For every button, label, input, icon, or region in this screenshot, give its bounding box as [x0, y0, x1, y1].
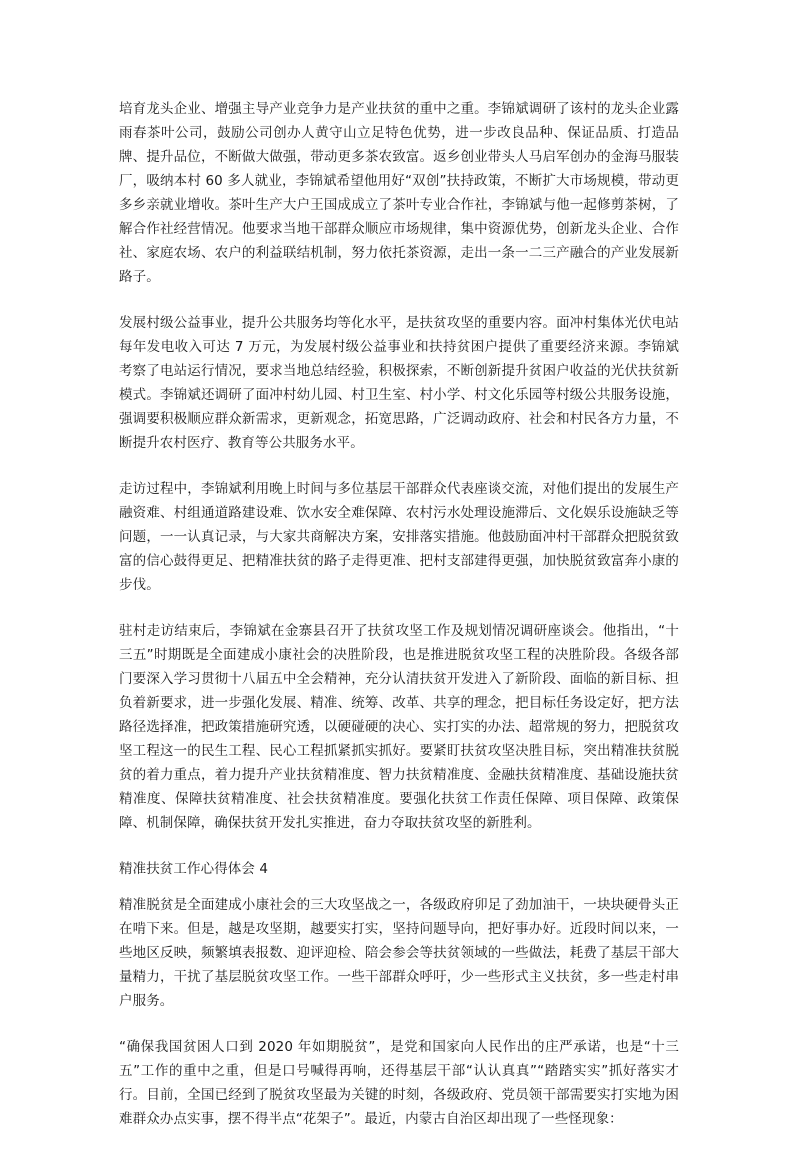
document-page	[119, 97, 679, 1153]
paragraph-village-visit: 走访过程中，李锦斌利用晚上时间与多位基层干部群众代表座谈交流，对他们提出的发展生产融资难、村组通道路建设难、饮水安全难保障、农村污水处理设施滞后、文化娱乐设施缺乏等问题，一一认真记录，与大家共商解决方案，安排落实措施。他鼓励面冲村干部群众把脱贫致富的信心鼓得更足、把精准扶贫的路子走得更准、把村支部建得更强，加快脱贫致富奔小康的步伐。	[119, 481, 679, 593]
paragraph-leading-enterprises: 培育龙头企业、增强主导产业竞争力是产业扶贫的重中之重。李锦斌调研了该村的龙头企业露雨春茶叶公司，鼓励公司创办人黄守山立足特色优势，进一步改良品种、保证品质、打造品牌、提升品位，不断做大做强，带动更多茶农致富。返乡创业带头人马启军创办的金海马服装厂，吸纳本村 60 多人就业，李锦斌希望他用好“双创”扶持政策，不断扩大市场规模，带动更多乡亲就业增收。茶叶生产大户王国成成立了茶叶专业合作社，李锦斌与他一起修剪茶树，了解合作社经营情况。他要求当地干部群众顺应市场规律，集中资源优势，创新龙头企业、合作社、家庭农场、农户的利益联结机制，努力依托茶资源，走出一条一二三产融合的产业发展新路子。	[119, 101, 679, 285]
paragraph-public-welfare: 发展村级公益事业，提升公共服务均等化水平，是扶贫攻坚的重要内容。面冲村集体光伏电站每年发电收入可达 7 万元，为发展村级公益事业和扶持贫困户提供了重要经济来源。李锦斌考察了电站运行情况，要求当地总结经验，积极探索，不断创新提升贫困户收益的光伏扶贫新模式。李锦斌还调研了面冲村幼儿园、村卫生室、村小学、村文化乐园等村级公共服务设施，强调要积极顺应群众新需求，更新观念，拓宽思路，广泛调动政府、社会和村民各方力量，不断提升农村医疗、教育等公共服务水平。	[119, 315, 679, 451]
paragraph-symposium: 驻村走访结束后，李锦斌在金寨县召开了扶贫攻坚工作及规划情况调研座谈会。他指出，“十三五”时期既是全面建成小康社会的决胜阶段，也是推进脱贫攻坚工程的决胜阶段。各级各部门要深入学习贯彻十八届五中全会精神，充分认清扶贫开发进入了新阶段、面临的新目标、担负着新要求，进一步强化发展、精准、统筹、改革、共享的理念，把目标任务设定好，把方法路径选择准，把政策措施研究透，以硬碰硬的决心、实打实的办法、超常规的努力，把脱贫攻坚工程这一的民生工程、民心工程抓紧抓实抓好。要紧盯扶贫攻坚决胜目标，突出精准扶贫脱贫的着力重点，着力提升产业扶贫精准度、智力扶贫精准度、金融扶贫精准度、基础设施扶贫精准度、保障扶贫精准度、社会扶贫精准度。要强化扶贫工作责任保障、项目保障、政策保障、机制保障，确保扶贫开发扎实推进，奋力夺取扶贫攻坚的新胜利。	[119, 623, 679, 831]
section-heading: 精准扶贫工作心得体会 4	[119, 861, 269, 877]
paragraph-2020-commitment: “确保我国贫困人口到 2020 年如期脱贫”，是党和国家向人民作出的庄严承诺，也是“十三五”工作的重中之重，但是口号喊得再响，还得基层干部“认认真真”“踏踏实实”抓好落实才行。目前，全国已经到了脱贫攻坚最为关键的时刻，各级政府、党员领干部需要实打实地为困难群众办点实事，摆不得半点“花架子”。最近，内蒙古自治区却出现了一些怪现象：	[119, 1039, 679, 1127]
paragraph-precise-poverty-alleviation: 精准脱贫是全面建成小康社会的三大攻坚战之一，各级政府卯足了劲加油干，一块块硬骨头正在啃下来。但是，越是攻坚期，越要实打实，坚持问题导向，把好事办好。近段时间以来，一些地区反映，频繁填表报数、迎评迎检、陪会参会等扶贫领域的一些做法，耗费了基层干部大量精力，干扰了基层脱贫攻坚工作。一些干部群众呼吁，少一些形式主义扶贫，多一些走村串户服务。	[119, 897, 679, 1009]
